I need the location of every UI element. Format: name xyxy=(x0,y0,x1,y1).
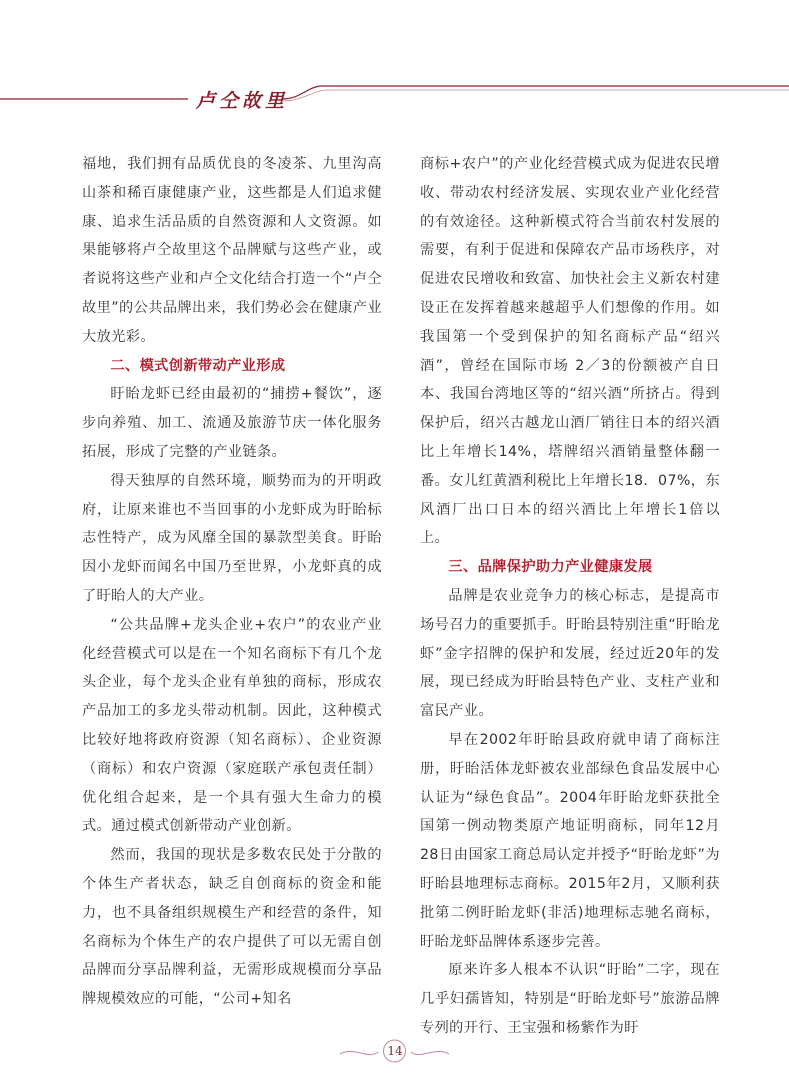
section-heading: 二、模式创新带动产业形成 xyxy=(110,357,286,374)
body-paragraph: 品牌是农业竞争力的核心标志，是提高市场号召力的重要抓手。盱眙县特别注重“盱眙龙虾”金字招牌的保护和发展，经过近20年的发展，现已经成为盱眙县特色产业、支柱产业和富民产业。 xyxy=(420,587,720,720)
left-text-column xyxy=(82,150,382,1014)
body-paragraph: 商标+农户”的产业化经营模式成为促进农民增收、带动农村经济发展、实现农业产业化经营的有效途径。这种新模式符合当前农村发展的需要，有利于促进和保障农产品市场秩序，对促进农民增收和致富、加快社会主义新农村建设正在发挥着越来越超乎人们想像的作用。如我国第一个受到保护的知名商标产品“绍兴酒”，曾经在国际市场 2／3的份额被产自日本、我国台湾地区等的“绍兴酒”所挤占。得到保护后，绍兴古越龙山酒厂销往日本的绍兴酒比上年增长14%，塔牌绍兴酒销量整体翻一番。女儿红黄酒利税比上年增长18．07%，东风酒厂出口日本的绍兴酒比上年增长1倍以上。 xyxy=(420,156,720,547)
page-number: 14 xyxy=(387,1044,403,1058)
body-paragraph: “公共品牌+龙头企业+农户”的农业产业化经营模式可以是在一个知名商标下有几个龙头企业，每个龙头企业有单独的商标，形成农产品加工的多龙头带动机制。因此，这种模式比较好地将政府资源（知名商标）、企业资源（商标）和农户资源（家庭联产承包责任制）优化组合起来，是一个具有强大生命力的模式。通过模式创新带动产业创新。 xyxy=(82,616,382,835)
body-paragraph: 福地，我们拥有品质优良的冬凌茶、九里沟高山茶和稀百康健康产业，这些都是人们追求健康、追求生活品质的自然资源和人文资源。如果能够将卢仝故里这个品牌赋与这些产业，或者说将这些产业和卢仝文化结合打造一个“卢仝故里”的公共品牌出来，我们势必会在健康产业大放光彩。 xyxy=(82,156,382,345)
body-paragraph: 早在2002年盱眙县政府就申请了商标注册，盱眙活体龙虾被农业部绿色食品发展中心认证为“绿色食品”。2004年盱眙龙虾获批全国第一例动物类原产地证明商标，同年12月28日由国家工商总局认定并授予“盱眙龙虾”为盱眙县地理标志商标。2015年2月，又顺利获批第二例盱眙龙虾(非活)地理标志驰名商标，盱眙龙虾品牌体系逐步完善。 xyxy=(420,731,720,950)
right-text-column xyxy=(420,150,720,1043)
body-paragraph: 盱眙龙虾已经由最初的“捕捞+餐饮”，逐步向养殖、加工、流通及旅游节庆一体化服务拓展，形成了完整的产业链条。 xyxy=(82,386,382,460)
running-header-title: 卢仝故里 xyxy=(196,90,289,112)
body-paragraph: 然而，我国的现状是多数农民处于分散的个体生产者状态，缺乏自创商标的资金和能力，也不具备组织规模生产和经营的条件，知名商标为个体生产的农户提供了可以无需自创品牌而分享品牌利益，无需形成规模而分享品牌规模效应的可能，“公司+知名 xyxy=(82,847,382,1008)
section-heading: 三、品牌保护助力产业健康发展 xyxy=(448,559,653,576)
header-decorative-rule xyxy=(0,0,789,110)
body-paragraph: 原来许多人根本不认识“盱眙”二字，现在几乎妇孺皆知，特别是“盱眙龙虾号”旅游品牌专列的开行、王宝强和杨紫作为盱 xyxy=(420,962,720,1036)
body-paragraph: 得天独厚的自然环境，顺势而为的开明政府，让原来谁也不当回事的小龙虾成为盱眙标志性特产，成为风靡全国的暴款型美食。盱眙因小龙虾而闻名中国乃至世界，小龙虾真的成了盱眙人的大产业。 xyxy=(82,472,382,604)
